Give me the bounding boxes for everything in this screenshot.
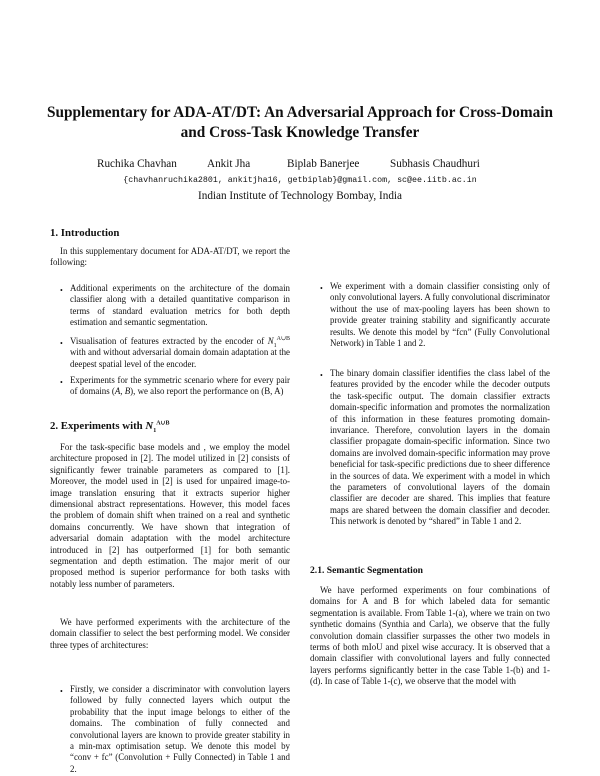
bullet-icon: •: [320, 284, 323, 293]
affiliation: Indian Institute of Technology Bombay, India: [198, 190, 402, 202]
bullet-icon: •: [60, 339, 63, 348]
experiments-paragraph-1: For the task-specific base models and , we employ the model architecture proposed in [2]. The model utilized in [2] consists of significantly fewer trainable parameters as compared to [1]. Moreover, the model used in [2] is used for unpaired image-to-image translation ensuring that it extracts superior higher dimensional abstract representations. However, this model faces the problem of domain shift when trained on a real and synthetic domains concurrently. We have shown that integration of adversarial domain adaptation with the model architecture introduced in [2] has outperformed [1] for both semantic segmentation and depth estimation. The major merit of our proposed method is superior performance for both tasks with notably less number of parameters.: [50, 442, 290, 589]
intro-heading: 1. Introduction: [50, 227, 120, 239]
intro-bullet-3: Experiments for the symmetric scenario where for every pair of domains (A, B), we also report the performance on (B, A): [70, 375, 290, 397]
title-line-1: Supplementary for ADA-AT/DT: An Adversarial Approach for Cross-Domain: [46, 104, 554, 121]
intro-bullet-1: Additional experiments on the architecture of the domain classifier along with a detailed quantitative comparison in terms of standard evaluation metrics for both depth estimation and semantic segmentation.: [70, 283, 290, 328]
semantic-segmentation-paragraph: We have performed experiments on four combinations of domains for A and B for which labeled data for semantic segmentation is available. From Table 1-(a), where we train on two synthetic domains (Synthia and Carla), we observe that the fully convolution domain classifier surpasses the other two models in terms of both mIoU and pixel wise accuracy. It is observed that a domain classifier with convolutional layers and fully connected layers performs significantly better in the case Table 1-(b) and 1-(d). In case of Table 1-(c), we observe that the model with: [310, 585, 550, 687]
experiments-heading: 2. Experiments with $N_1^{A\cup B}$: [50, 420, 170, 435]
experiments-paragraph-2: We have performed experiments with the architecture of the domain classifier to select the best performing model. We consider three types of architectures:: [50, 617, 290, 650]
architecture-bullet-2: We experiment with a domain classifier consisting only of only convolutional layers. A fully convolutional discriminator without the use of max-pooling layers has been shown to provide greater training stability and significantly accurate results. We denote this model by “fcn” (Fully Convolutional Network) in Table 1 and 2.: [330, 281, 550, 349]
bullet-icon: •: [60, 286, 63, 295]
title-line-2: and Cross-Task Knowledge Transfer: [180, 124, 420, 141]
bullet-icon: •: [320, 371, 323, 380]
author-3: Biplab Banerjee: [287, 158, 360, 170]
semantic-segmentation-heading: 2.1. Semantic Segmentation: [310, 565, 423, 576]
bullet-icon: •: [60, 687, 63, 696]
author-emails: {chavhanruchika2801, ankitjha16, getbiplab}@gmail.com, sc@ee.iitb.ac.in: [123, 176, 477, 185]
architecture-bullet-3: The binary domain classifier identifies the class label of the features provided by the encoder while the decoder outputs the task-specific output. The domain classifier extracts domain-specific information and promotes the normalization of this information in these features promoting domain-invariance. Therefore, convolution layers in the domain classifier propagate domain-specific information. Since two domains are involved domain-specific information may prove beneficial for task-specific predictions due to sheer difference in the sources of data. We experiment with a model in which the parameters of convolutional layers of the domain classifier are decoder are shared. This implies that feature maps are shared between the domain classifier and decoder. This network is denoted by “shared” in Table 1 and 2.: [330, 368, 550, 527]
intro-bullet-2: Visualisation of features extracted by the encoder of $N_1^{A\cup B}$ with and without adversarial domain domain adaptation at the deepest spatial level of the encoder.: [70, 336, 291, 369]
paper-title: [40, 103, 560, 143]
bullet-icon: •: [60, 378, 63, 387]
author-2: Ankit Jha: [207, 158, 251, 170]
intro-text: In this supplementary document for ADA-AT/DT, we report the following:: [50, 246, 290, 268]
author-4: Subhasis Chaudhuri: [390, 158, 480, 170]
architecture-bullet-1: Firstly, we consider a discriminator with convolution layers followed by fully connected layers which output the probability that the input image belongs to either of the domains. The combination of fully connected and convolutional layers are known to provide greater stability in a min-max optimisation setup. We denote this model by “conv + fc” (Convolution + Fully Connected) in Table 1 and 2.: [70, 684, 290, 774]
author-1: Ruchika Chavhan: [97, 158, 177, 170]
